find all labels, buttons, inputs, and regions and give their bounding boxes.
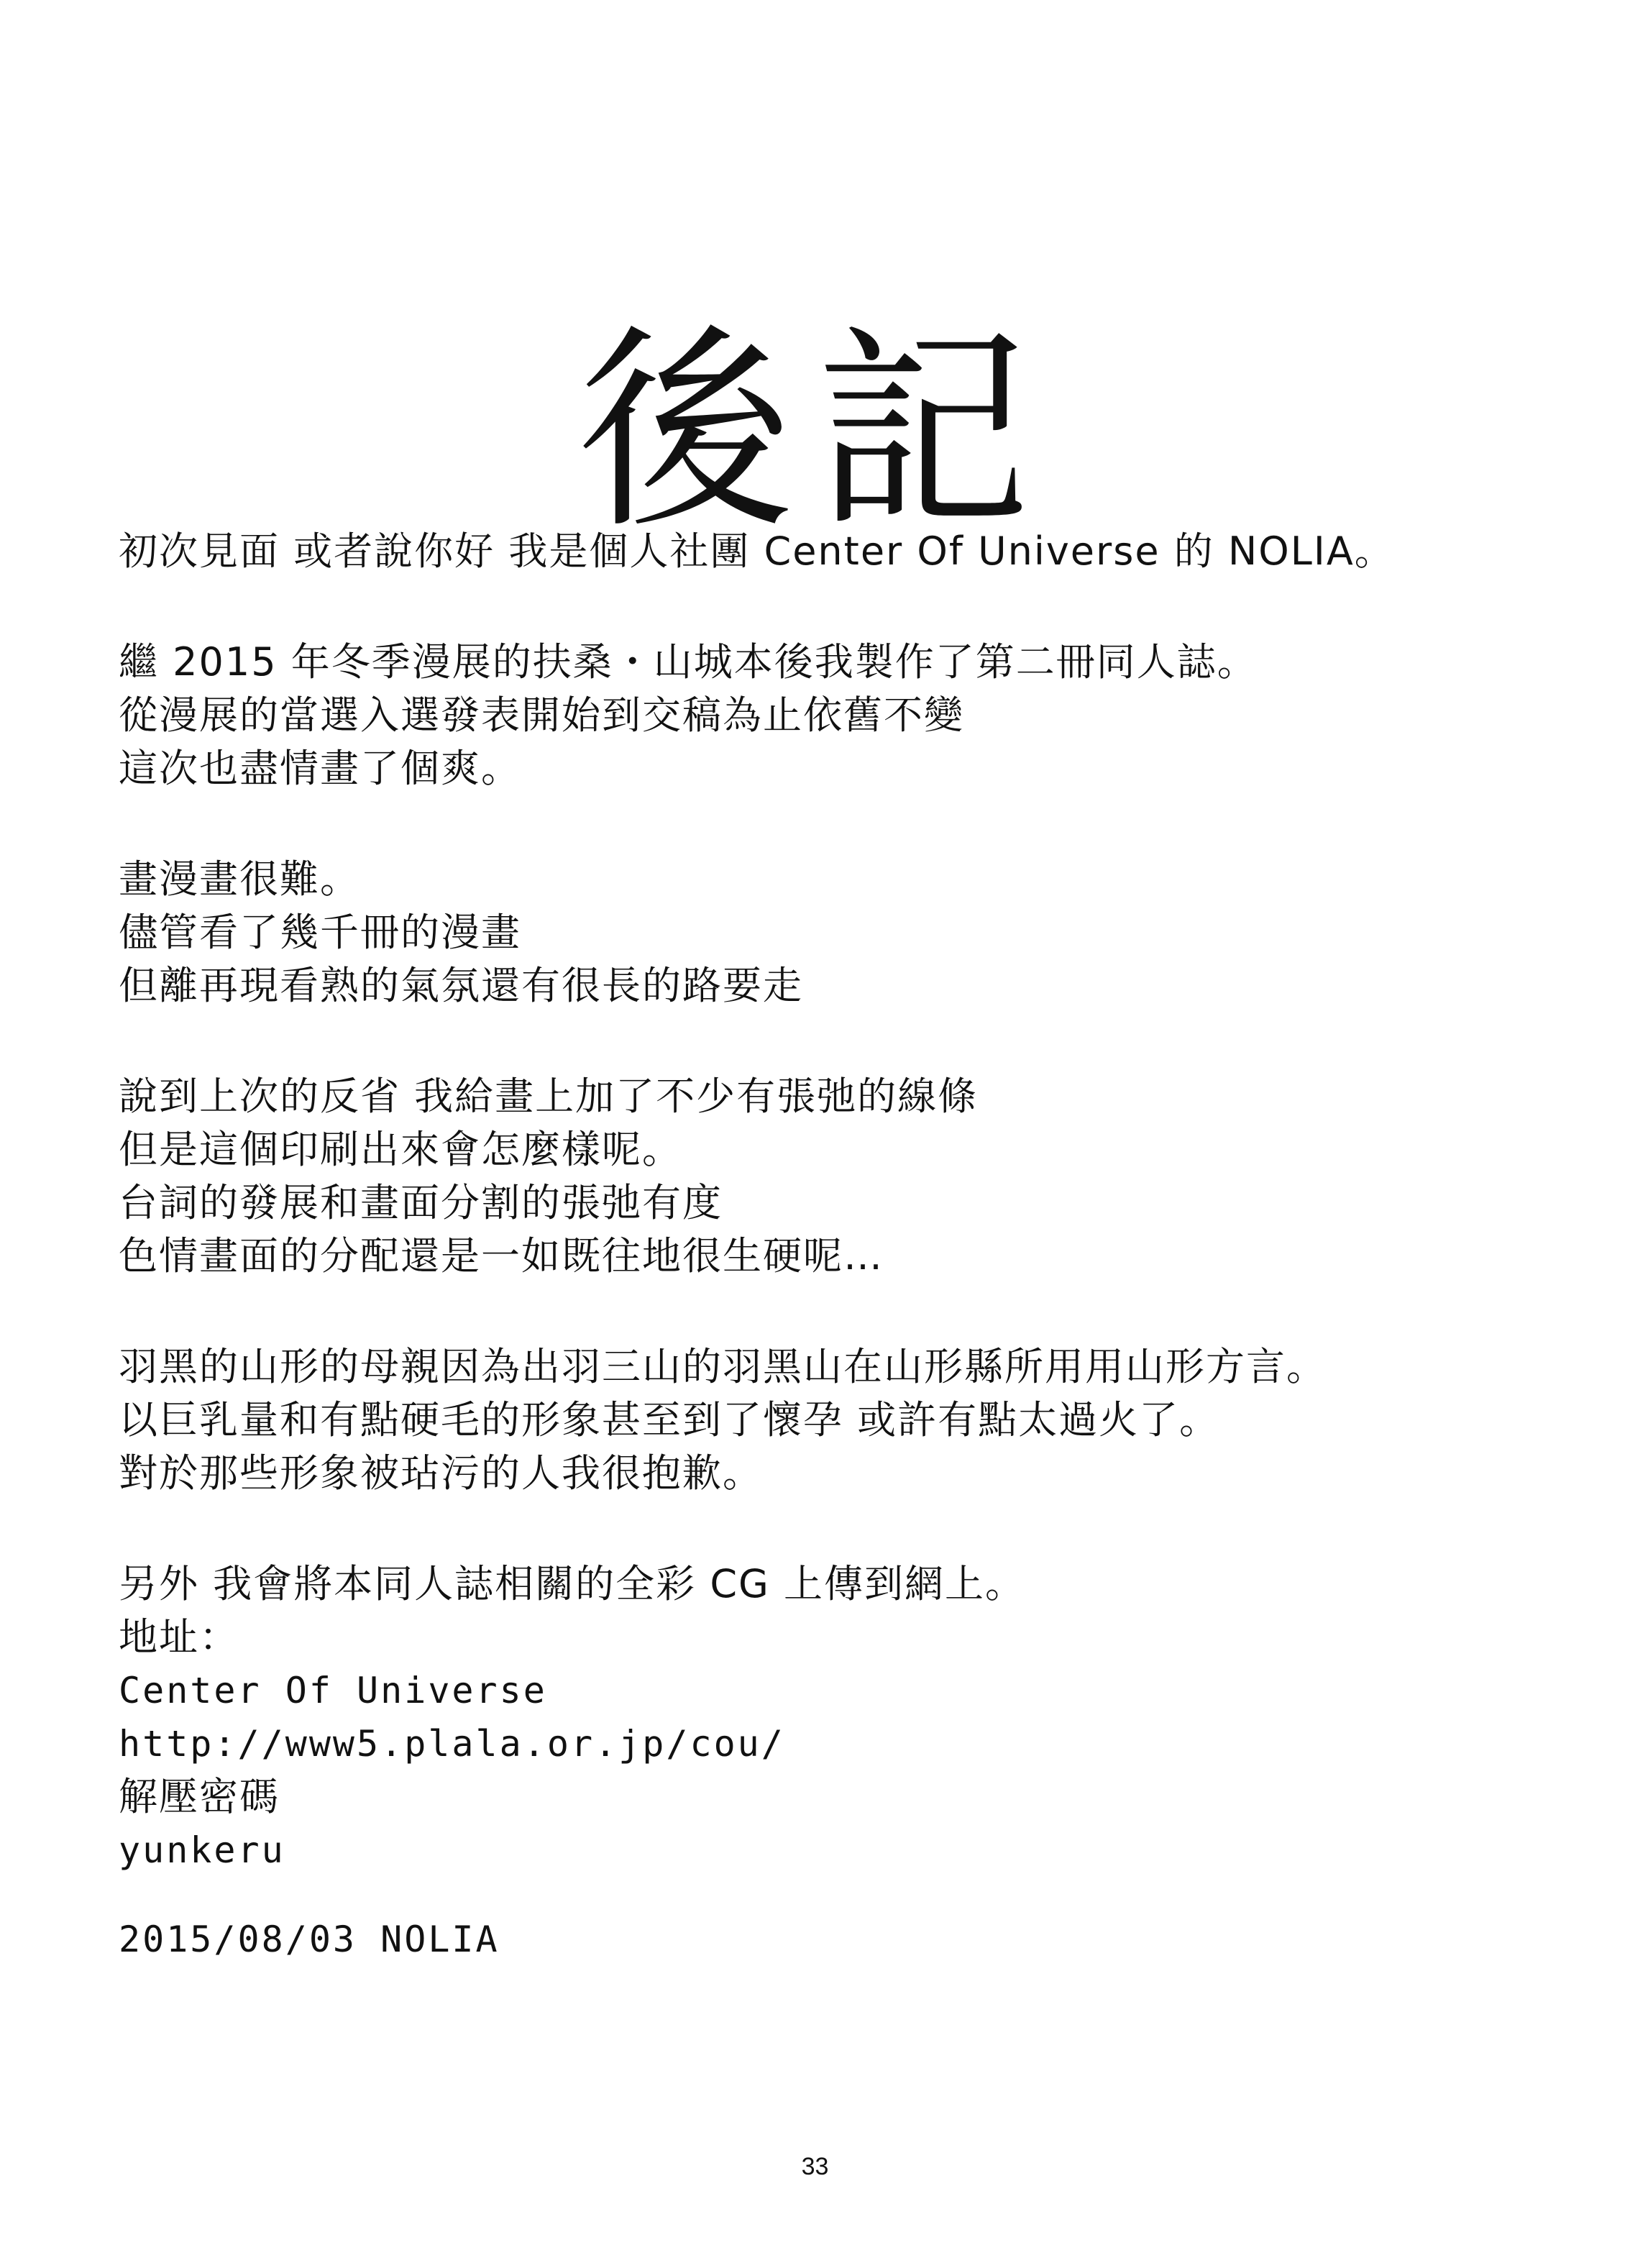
paragraph-reflection: [119, 1070, 1521, 1283]
text-line: 儘管看了幾千冊的漫畫: [119, 910, 521, 955]
text-line: 說到上次的反省 我給畫上加了不少有張弛的線條: [119, 1074, 979, 1119]
text-line: 但離再現看熟的氣氛還有很長的路要走: [119, 963, 803, 1008]
text-line: 但是這個印刷出來會怎麼樣呢。: [119, 1127, 682, 1172]
afterword-body: [119, 525, 1521, 2024]
paragraph-greeting: [119, 525, 1521, 578]
page-title: 後記: [577, 306, 1053, 557]
text-line: 畫漫畫很難。: [119, 856, 360, 902]
url-text: http://www5.plala.or.jp/cou/: [119, 1723, 785, 1765]
text-line: 以巨乳量和有點硬毛的形象甚至到了懷孕 或許有點太過火了。: [119, 1397, 1220, 1442]
paragraph-second-book: [119, 636, 1521, 795]
paragraph-haguro: [119, 1340, 1521, 1500]
password-label: 解壓密碼: [119, 1774, 280, 1819]
text-line: 對於那些形象被玷污的人我很抱歉。: [119, 1450, 763, 1496]
paragraph-manga-difficulty: [119, 853, 1521, 1012]
page-number: 33: [801, 2153, 829, 2180]
text-line: 從漫展的當選入選發表開始到交稿為止依舊不變: [119, 692, 964, 738]
password-value: yunkeru: [119, 1829, 285, 1871]
address-label: 地址：: [119, 1614, 239, 1660]
text-line: 初次見面 或者說你好 我是個人社團 Center Of Universe 的 NOLIA。: [119, 529, 1395, 574]
paragraph-cg-info: [119, 1558, 1521, 1966]
signature: 2015/08/03 NOLIA: [119, 1919, 500, 1960]
text-line: 繼 2015 年冬季漫展的扶桑・山城本後我製作了第二冊同人誌。: [119, 639, 1258, 685]
circle-name: Center Of Universe: [119, 1670, 547, 1711]
cg-notice: 另外 我會將本同人誌相關的全彩 CG 上傳到網上。: [119, 1561, 1026, 1606]
text-line: 台詞的發展和畫面分割的張弛有度: [119, 1180, 723, 1225]
text-line: 羽黑的山形的母親因為出羽三山的羽黑山在山形縣所用用山形方言。: [119, 1344, 1327, 1389]
text-line: 這次也盡情畫了個爽。: [119, 746, 521, 791]
text-line: 色情畫面的分配還是一如既往地很生硬呢…: [119, 1233, 884, 1279]
